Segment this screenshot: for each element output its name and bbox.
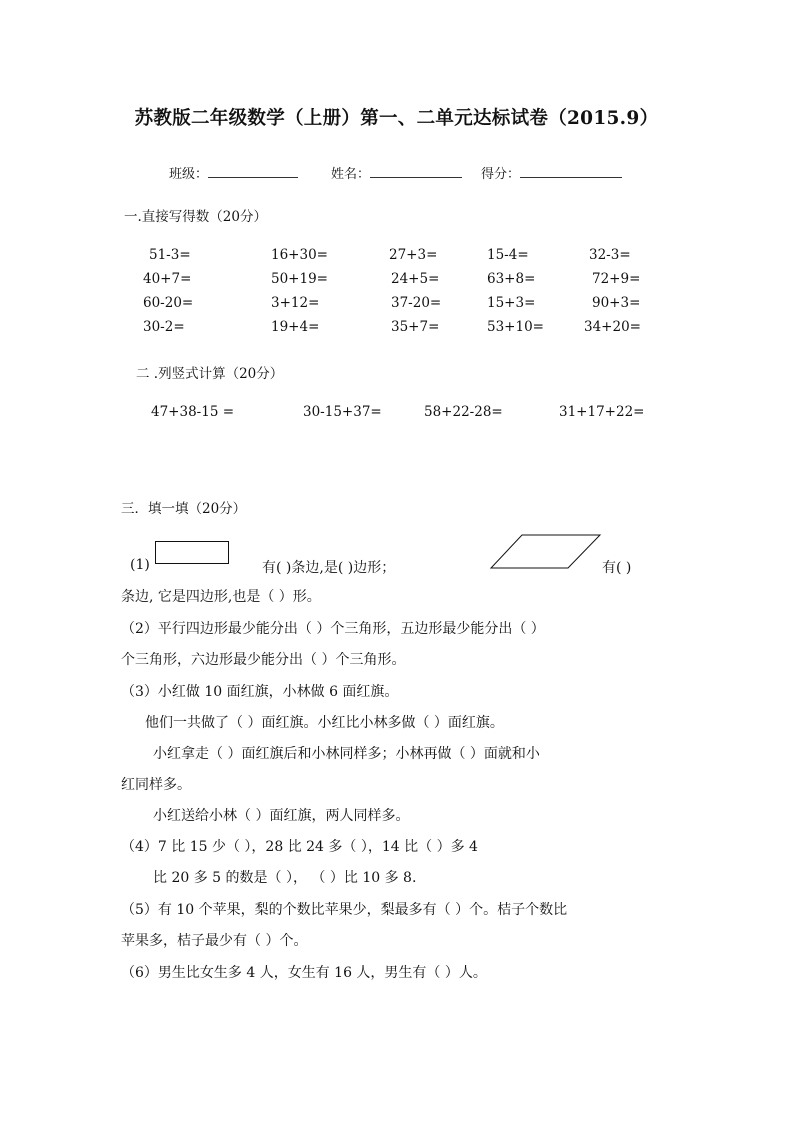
calc-item: 72+9=	[592, 271, 641, 287]
calc-item: 50+19=	[271, 271, 328, 287]
calc-item: 19+4=	[271, 319, 320, 335]
calc-item: 30-2=	[143, 319, 185, 335]
q1-text: 有( )条边,是( )边形；	[262, 560, 396, 576]
q5-line2: 苹果多，桔子最少有（ ）个。	[121, 933, 308, 949]
q1-text-line2: 条边, 它是四边形,也是（ ）形。	[121, 589, 321, 605]
class-field	[169, 163, 298, 182]
vertical-calc-item: 47+38-15 =	[151, 404, 235, 420]
q3-line5: 小红送给小林（ ）面红旗，两人同样多。	[153, 808, 410, 824]
class-blank[interactable]	[208, 165, 298, 178]
exam-title: 苏教版二年级数学（上册）第一、二单元达标试卷（2015.9）	[134, 108, 659, 129]
q3-line4: 红同样多。	[121, 777, 191, 793]
calc-item: 16+30=	[271, 247, 328, 263]
q4-line2: 比 20 多 5 的数是（ ）， （ ）比 10 多 8.	[153, 870, 417, 886]
calc-item: 32-3=	[589, 247, 631, 263]
q4-line1: （4）7 比 15 少（ ），28 比 24 多（ ），14 比（ ）多 4	[121, 839, 478, 855]
q5-line1: （5）有 10 个苹果，梨的个数比苹果少，梨最多有（ ）个。桔子个数比	[121, 902, 568, 918]
q3-line1: （3）小红做 10 面红旗，小林做 6 面红旗。	[121, 684, 399, 700]
q3-line3: 小红拿走（ ）面红旗后和小林同样多；小林再做（ ）面就和小	[153, 746, 540, 762]
calc-item: 40+7=	[143, 271, 192, 287]
section3-heading: 三．填一填（20分）	[121, 501, 247, 517]
calc-item: 35+7=	[391, 319, 440, 335]
q2-line2: 个三角形，六边形最少能分出（ ）个三角形。	[121, 652, 406, 668]
calc-item: 60-20=	[143, 295, 194, 311]
calc-item: 90+3=	[592, 295, 641, 311]
calc-item: 3+12=	[271, 295, 320, 311]
calc-item: 27+3=	[389, 247, 438, 263]
score-field	[481, 163, 622, 182]
score-label: 得分：	[481, 167, 521, 182]
calc-item: 51-3=	[149, 247, 191, 263]
name-label: 姓名：	[331, 167, 371, 182]
calc-item: 34+20=	[584, 319, 641, 335]
rectangle-shape	[155, 541, 231, 565]
score-blank[interactable]	[520, 165, 622, 178]
name-field	[331, 163, 462, 182]
vertical-calc-item: 58+22-28=	[424, 404, 503, 420]
name-blank[interactable]	[370, 165, 462, 178]
q3-line2: 他们一共做了（ ）面红旗。小红比小林多做（ ）面红旗。	[145, 715, 504, 731]
vertical-calc-item: 31+17+22=	[559, 404, 645, 420]
calc-item: 15-4=	[487, 247, 529, 263]
calc-item: 37-20=	[391, 295, 442, 311]
class-label: 班级：	[169, 167, 209, 182]
calc-item: 53+10=	[487, 319, 544, 335]
calc-item: 24+5=	[391, 271, 440, 287]
calc-item: 15+3=	[487, 295, 536, 311]
q6-line1: （6）男生比女生多 4 人，女生有 16 人，男生有（ ）人。	[121, 965, 487, 981]
parallelogram-shape	[490, 534, 602, 570]
section1-heading: 一.直接写得数（20分）	[124, 209, 267, 225]
q1-text-end: 有( )	[602, 560, 632, 576]
calc-item: 63+8=	[487, 271, 536, 287]
q1-number: (1)	[130, 557, 150, 573]
q2-line1: （2）平行四边形最少能分出（ ）个三角形，五边形最少能分出（ ）	[121, 621, 545, 637]
vertical-calc-item: 30-15+37=	[303, 404, 382, 420]
section2-heading: 二 .列竖式计算（20分）	[136, 366, 284, 382]
